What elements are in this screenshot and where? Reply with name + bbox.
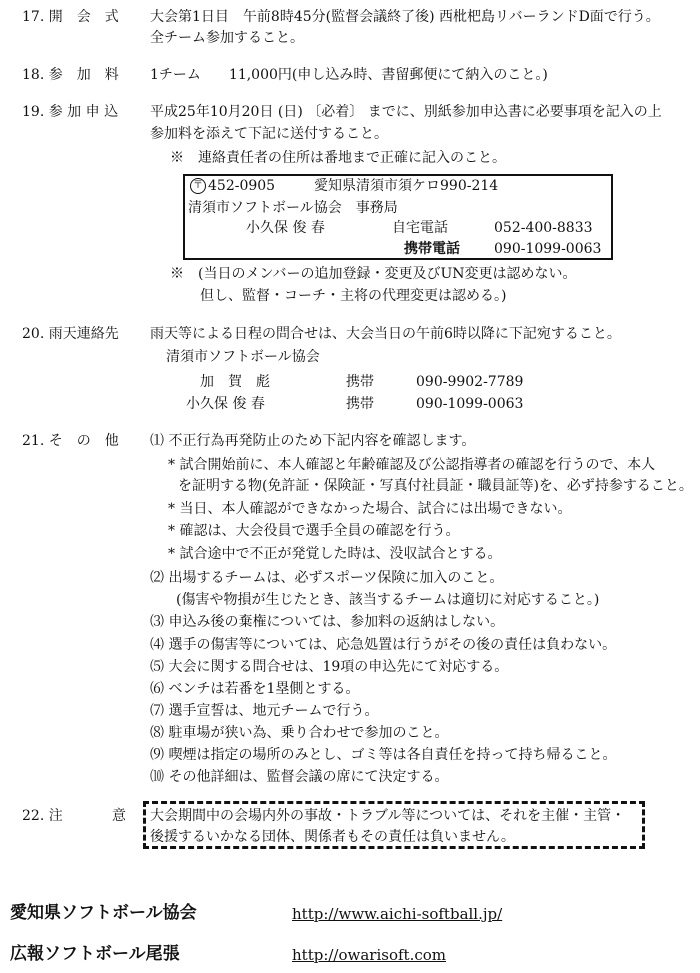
section-21-item9: ⑼ 喫煙は指定の場所のみとし、ゴミ等は各自責任を持って持ち帰ること。: [150, 747, 617, 763]
section-21-item10: ⑽ その他詳細は、監督会議の席にて決定する。: [150, 769, 449, 785]
section-21-item3: ⑶ 申込み後の棄権については、参加料の返納はしない。: [150, 614, 505, 630]
footer-url-aichi[interactable]: http://www.aichi-softball.jp/: [292, 905, 503, 923]
contact-person: 小久保 俊 春: [246, 220, 325, 236]
contact-zip-line: [190, 177, 275, 195]
section-21-bullet3: * 確認は、大会役員で選手全員の確認を行う。: [168, 523, 460, 539]
section-20-line1: 雨天等による日程の問合せは、大会当日の午前6時以降に下記宛すること。: [150, 326, 621, 342]
section-17-label: 17. 開 会 式: [22, 9, 119, 25]
rain-contact-2-type: 携帯: [346, 396, 374, 412]
section-19-line1: 平成25年10月20日 (日) 〔必着〕 までに、別紙参加申込書に必要事項を記入の上: [150, 104, 662, 120]
section-21-item4: ⑷ 選手の傷害等については、応急処置は行うがその後の責任は負わない。: [150, 637, 617, 653]
section-22-label: 意: [112, 808, 126, 824]
section-17-line2: 全チーム参加すること。: [150, 30, 304, 46]
footer-org-aichi: 愛知県ソフトボール協会: [10, 903, 197, 923]
rain-contact-2-tel: 090-1099-0063: [416, 396, 524, 412]
section-21-bullet2: * 当日、本人確認ができなかった場合、試合には出場できない。: [168, 501, 572, 517]
section-19-note1: ※ 連絡責任者の住所は番地まで正確に記入のこと。: [170, 150, 506, 166]
section-21-bullet4: * 試合途中で不正が発覚した時は、没収試合とする。: [168, 546, 502, 562]
section-21-item6: ⑹ ベンチは若番を1塁側とする。: [150, 681, 360, 697]
section-18-label: 18. 参 加 料: [22, 67, 119, 83]
section-21-item1: ⑴ 不正行為再発防止のため下記内容を確認します。: [150, 433, 476, 449]
section-19-label: 19. 参 加 申 込: [22, 104, 119, 120]
section-21-item2a: ⑵ 出場するチームは、必ずスポーツ保険に加入のこと。: [150, 570, 504, 586]
postal-mark-icon: 〒: [190, 178, 206, 194]
section-17-line1: 大会第1日目 午前8時45分(監督会議終了後) 西枇杷島リバーランドD面で行う。: [150, 9, 660, 25]
section-19-note2b: 但し、監督・コーチ・主将の代理変更は認める。): [200, 288, 507, 304]
mobile-tel: 090-1099-0063: [494, 241, 602, 257]
section-22-num: 22. 注: [22, 808, 63, 824]
section-22-line1: 大会期間中の会場内外の事故・トラブル等については、それを主催・主管・: [150, 808, 626, 824]
section-21-label: 21. そ の 他: [22, 433, 119, 449]
home-tel-label: 自宅電話: [392, 220, 448, 236]
section-18-line1: 1チーム 11,000円(申し込み時、書留郵便にて納入のこと。): [150, 67, 548, 83]
contact-org: 清須市ソフトボール協会 事務局: [188, 200, 398, 216]
section-21-item8: ⑻ 駐車場が狭い為、乗り合わせで参加のこと。: [150, 725, 449, 741]
section-21-item7: ⑺ 選手宣誓は、地元チームで行う。: [150, 703, 379, 719]
rain-contact-1-tel: 090-9902-7789: [416, 374, 524, 390]
contact-zip: 452-0905: [208, 178, 276, 194]
section-19-note2a: ※ (当日のメンバーの追加登録・変更及びUN変更は認めない。: [170, 266, 577, 282]
rain-contact-1-name: 加 賀 彪: [200, 374, 270, 390]
section-20-org: 清須市ソフトボール協会: [166, 349, 320, 365]
footer-url-owari[interactable]: http://owarisoft.com: [292, 946, 446, 964]
section-21-bullet1b: を証明する物(免許証・保険証・写真付社員証・職員証等)を、必ず持参すること。: [178, 478, 693, 494]
section-22-line2: 後援するいかなる団体、関係者もその責任は負いません。: [150, 829, 515, 845]
mobile-tel-label: 携帯電話: [404, 241, 460, 257]
section-19-line2: 参加料を添えて下記に送付すること。: [150, 126, 388, 142]
contact-address: 愛知県清須市須ケロ990-214: [314, 178, 499, 194]
section-21-item2b: (傷害や物損が生じたとき、該当するチームは適切に対応すること。): [176, 592, 600, 608]
rain-contact-2-name: 小久保 俊 春: [186, 396, 265, 412]
home-tel: 052-400-8833: [494, 220, 593, 236]
section-20-label: 20. 雨天連絡先: [22, 326, 119, 342]
section-21-bullet1a: * 試合開始前に、本人確認と年齢確認及び公認指導者の確認を行うので、本人: [168, 457, 656, 473]
rain-contact-1-type: 携帯: [346, 374, 374, 390]
section-21-item5: ⑸ 大会に関する問合せは、19項の申込先にて対応する。: [150, 659, 509, 675]
footer-org-owari: 広報ソフトボール尾張: [10, 944, 180, 964]
